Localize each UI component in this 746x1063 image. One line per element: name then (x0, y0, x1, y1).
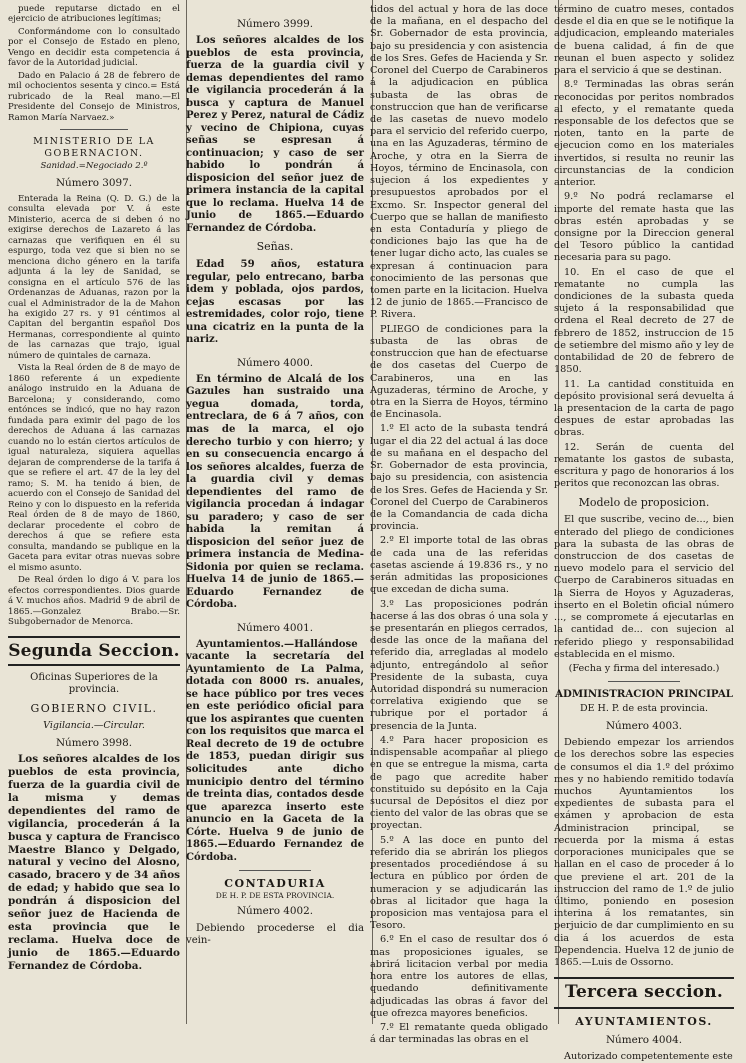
condition-5: 5.º A las doce en punto del referido dia se abrirán los pliegos presentados procediéndose á su lectura en público por órden de numeracion y se adjudicarán las obras al licitador que haga la proposicion mas ventajosa para el Tesoro. (370, 834, 548, 932)
sanidad-subheading: Sanidad.=Negociado 2.º (40, 161, 148, 172)
notice-4002-text: Debiendo procederse el dia vein- (186, 922, 364, 947)
section-heading-segunda: Segunda Seccion. (8, 636, 180, 667)
condition-11: 11. La cantidad constituida en depósito provisional será devuelta á la presentacion de la carta de pago despues de estar aprobadas las obras. (554, 378, 734, 439)
col4-intro: término de cuatro meses, contados desde el dia en que se le notifique la adjudicacion, empleando materiales de buena calidad, á fin de que reunan el buen aspecto y solidez para el servicio á que se destinan. (554, 4, 734, 77)
oficinas-heading: Oficinas Superiores de la provincia. (30, 672, 158, 696)
ministry-heading: MINISTERIO DE LA GOBERNACION. (33, 136, 155, 159)
gobierno-civil-heading: GOBIERNO CIVIL. (30, 701, 158, 715)
col1-top-para-2: Conformándome con lo consultado por el Consejo de Estado en pleno, Vengo en decidir esta competencia á favor de la Autoridad judicial. (8, 26, 180, 69)
notice-4001-text: Ayuntamientos.—Hallándose vacante la secretaría del Ayuntamiento de La Palma, dotada con 8000 rs. anuales, se hace público por tres veces en este periódico oficial para que los aspirantes que cuenten con los requisitos que marca el Real decreto de 19 de octubre de 1853, puedan dirigir sus solicitudes ante dicho municipio dentro del término de treinta dias, contados desde que aparezca inserto este anuncio en la Gaceta de la Córte. Huelva 9 de junio de 1865.—Eduardo Fernandez de Córdoba. (186, 638, 364, 863)
condition-9: 9.º No podrá reclamarse el importe del remate hasta que las obras estén aprobadas y se consigne por la Direccion general del Tesoro público la cantidad necesaria para su pago. (554, 191, 734, 264)
col1-top-para-1: puede reputarse dictado en el ejercicio de atribuciones legítimas; (8, 4, 180, 25)
contaduria-heading: CONTADURIA (224, 877, 326, 891)
notice-number-4002: Número 4002. (236, 905, 314, 918)
divider (239, 870, 310, 871)
condition-2: 2.º El importe total de las obras de cada una de las referidas casetas asciende á 19.836 rs., y no serán admitidas las proposiciones que excedan de dicha suma. (370, 535, 548, 596)
condition-10: 10. En el caso de que el rematante no cumpla las condiciones de la subasta queda sujeto á la responsabilidad que ordena el Real decreto de 27 de febrero de 1852, instruccion de 15 de setiembre del mismo año y ley de contabilidad de 20 de febrero de 1850. (554, 266, 734, 376)
condition-3: 3.º Las proposiciones podrán hacerse á las dos obras ó una sola y se presentarán en pliegos cerrados, desde las once de la mañana del referido dia, arregladas al modelo adjunto, entregándolo al señor Presidente de la subasta, cuya Autoridad dispondrá su numeracion correlativa exigiendo que se rubrique por el portador á presencia de la Junta. (370, 598, 548, 732)
notice-number-3998: Número 3998. (55, 736, 133, 749)
condition-4: 4.º Para hacer proposicion es indispensable acompañar al pliego en que se entregue la misma, carta de pago que acredite haber constituido su depósito en la Caja sucursal de Depósitos el diez por ciento del valor de las obras que se proyectan. (370, 734, 548, 832)
modelo-heading: Modelo de proposicion. (578, 495, 710, 509)
senas-heading: Señas. (256, 240, 294, 254)
col1-top-para-3: Dado en Palacio á 28 de febrero de mil ochocientos sesenta y cinco.= Está rubricado de la Real mano.—El Presidente del Consejo de Ministros, Ramon María Narvaez.» (8, 70, 180, 123)
column-4 (554, 4, 734, 1062)
notice-number-4001: Número 4001. (236, 621, 314, 634)
pliego-title: PLIEGO de condiciones para la subasta de las obras de construccion que han de efectuarse de dos casetas del Cuerpo de Carabineros, una en las Aguzaderas, término de Aroche, y otra en la Sierra de Hoyos, término de Encinasola. (370, 323, 548, 421)
modelo-signature: (Fecha y firma del interesado.) (568, 663, 720, 675)
condition-6: 6.º En el caso de resultar dos ó mas proposiciones iguales, se abrirá licitacion verbal por media hora entre los autores de ellas, quedando definitivamente adjudicadas las obras á favor del que ofrezca mayores beneficios. (370, 934, 548, 1019)
condition-7: 7.º El rematante queda obligado á dar terminadas las obras en el (370, 1021, 548, 1046)
notice-4004-text: Autorizado competentemente este (564, 1050, 733, 1062)
column-3 (370, 4, 548, 1046)
section-heading-tercera: Tercera seccion. (554, 977, 734, 1008)
admin-heading: ADMINISTRACION PRINCIPAL (555, 688, 733, 701)
modelo-text: El que suscribe, vecino de..., bien enterado del pliego de condiciones para la subasta de las obras de construccion de dos casetas de nuevo modelo para el servicio del Cuerpo de Carabineros situadas en la Sierra de Hoyos y Aguzaderas, inserto en el Boletin oficial número ..., se compromete á ejecutarlas en la cantidad de... con sujecion al referido pliego y responsabilidad establecida en el mismo. (554, 514, 734, 660)
notice-number-4003: Número 4003. (605, 720, 683, 733)
col1-body-para-3: De Real órden lo digo á V. para los efectos correspondientes. Dios guarde á V. muchos años. Madrid 9 de abril de 1865.—Gonzalez Brabo.—Sr. Subgobernador de Menorca. (8, 575, 180, 628)
condition-12: 12. Serán de cuenta del rematante los gastos de subasta, escritura y pago de honorarios á los peritos que reconozcan las obras. (554, 441, 734, 490)
column-1 (8, 4, 180, 1024)
notice-number-4004: Número 4004. (605, 1033, 683, 1046)
notice-3998-text: Los señores alcaldes de los pueblos de esta provincia, fuerza de la guardia civil de la misma y demas dependientes del ramo de vigilancia, procederán á la busca y captura de Francisco Maestre Blanco y Delgado, natural y vecino del Alosno, casado, bracero y de 34 años de edad; y habido que sea lo pondrán á disposicion del señor juez de Hacienda de esta provincia que le reclama. Huelva doce de junio de 1865.—Eduardo Fernandez de Córdoba. (8, 753, 180, 972)
ayuntamientos-heading: AYUNTAMIENTOS. (575, 1014, 713, 1028)
notice-4003-text: Debiendo empezar los arriendos de los derechos sobre las especies de consumos el dia 1.º del próximo mes y no habiendo remitido todavía muchos Ayuntamientos los expedientes de subasta para el exámen y aprobacion de esta Administracion principal, se recuerda por la misma á estas corporaciones municipales que se hallan en el caso de proceder á lo que previene el art. 201 de la instruccion del ramo de 1.º de julio último, poniendo en posesion interina á los rematantes, sin perjuicio de dar cumplimiento en su dia á los acuerdos de esta Dependencia. Huelva 12 de junio de 1865.—Luis de Ossorno. (554, 737, 734, 969)
condition-8: 8.º Terminadas las obras serán reconocidas por peritos nombrados al efecto, y el rematante queda responsable de los defectos que se noten, tanto en la parte de ejecucion como en los materiales invertidos, si resulta no reunir las circunstancias de la condicion anterior. (554, 79, 734, 189)
notice-number-3097: Número 3097. (55, 176, 133, 189)
divider (60, 129, 129, 130)
vigilancia-subheading: Vigilancia.—Circular. (43, 720, 145, 732)
col3-intro: tidos del actual y hora de las doce de la mañana, en el despacho del Sr. Gobernador de esta provincia, bajo su presidencia y con asistencia de los Sres. Gefes de Hacienda y Sr. Coronel del Cuerpo de Carabineros á la adjudicacion en pública subasta de las obras de construccion que han de verificarse de las casetas de nuevo modelo para el servicio del referido cuerpo, una en las Aguzaderas, término de Aroche, y otra en la Sierra de Hoyos, término de Encinasola, con sujecion á los expedientes y presupuestos aprobados por el Excmo. Sr. Inspector general del Cuerpo que se hallan de manifiesto en esta Contaduría y pliego de condiciones bajo las que ha de tener lugar dicho acto, las cuales se expresan á continuacion para conocimiento de las personas que tomen parte en la licitacion. Huelva 12 de junio de 1865.—Francisco de P. Rivera. (370, 4, 548, 321)
column-2 (186, 4, 364, 1024)
col1-body-para-1: Enterada la Reina (Q. D. G.) de la consulta elevada por V. á este Ministerio, acerca de si deben ó no exigirse derechos de Lazareto á las carnazas que verifiquen en él su espurgo, toda vez que si bien no se menciona dicho género en la tarifa adjunta á la ley de Sanidad, se consigna en el artículo 576 de las Ordenanzas de Aduanas, razon por la cual el Administrador de la de Mahon ha exigido 27 rs. y 91 céntimos al Capitan del bergantin español Dos Hermanas, correspondiente al quinto de las carnazas que trajo, igual número de quintales de carnaza. (8, 193, 180, 361)
condition-1: 1.º El acto de la subasta tendrá lugar el dia 22 del actual á las doce de su mañana en el despacho del Sr. Gobernador de esta provincia, bajo su presidencia, con asistencia de los Sres. Gefes de Hacienda y Sr. Coronel del Cuerpo de Carabineros de la Comandancia de cada dicha provincia. (370, 423, 548, 533)
notice-4000-text: En término de Alcalá de los Gazules han sustraido una yegua domada, torda, entreclara, de 6 á 7 años, con mas de la marca, el ojo derecho turbio y con hierro; y en su consecuencia encargo á los señores alcaldes, fuerza de la guardia civil y demas dependientes del ramo de vigilancia procedan á indagar su paradero; y caso de ser habida la remitan á disposicion del señor juez de primera instancia de Medina-Sidonia por quien se reclama. Huelva 14 de junio de 1865.—Eduardo Fernandez de Córdoba. (186, 373, 364, 611)
divider (608, 681, 680, 682)
senas-text: Edad 59 años, estatura regular, pelo entrecano, barba idem y poblada, ojos pardos, cejas escasas por las estremidades, color rojo, tiene una cicatriz en la punta de la nariz. (186, 259, 364, 346)
col1-body-para-2: Vista la Real órden de 8 de mayo de 1860 referente á un expediente análogo instruido en la Aduana de Barcelona; y considerando, como entónces se indicó, que no hay razon fundada para eximir del pago de los derechos de Aduana á las carnazas cuando no lo están ciertos artículos de igual naturaleza, siquiera aquellas dejaran de comprenderse de la tarifa á que se refiere el art. 47 de la ley del ramo; S. M. ha tenido á bien, de acuerdo con el Consejo de Sanidad del Reino y con lo dispuesto en la referida Real órden de 8 de mayo de 1860, declarar procedente el cobro de derechos á que se refiere esta consulta, mandando se publique en la Gaceta para evitar otras nuevas sobre el mismo asunto. (8, 363, 180, 573)
admin-subheading: DE H. P. de esta provincia. (579, 703, 709, 715)
contaduria-subheading: DE H. P. DE ESTA PROVINCIA. (215, 890, 335, 900)
notice-number-4000: Número 4000. (236, 356, 314, 369)
notice-3999-text: Los señores alcaldes de los pueblos de esta provincia, fuerza de la guardia civil y demas dependientes del ramo de vigilancia procederán á la busca y captura de Manuel Perez y Perez, natural de Cádiz y vecino de Chipiona, cuyas señas se espresan á continuacion; y caso de ser habido lo pondrán á disposicion del señor juez de primera instancia de la capital que lo reclama. Huelva 14 de Junio de 1865.—Eduardo Fernandez de Córdoba. (186, 35, 364, 234)
notice-number-3999: Número 3999. (236, 18, 314, 30)
